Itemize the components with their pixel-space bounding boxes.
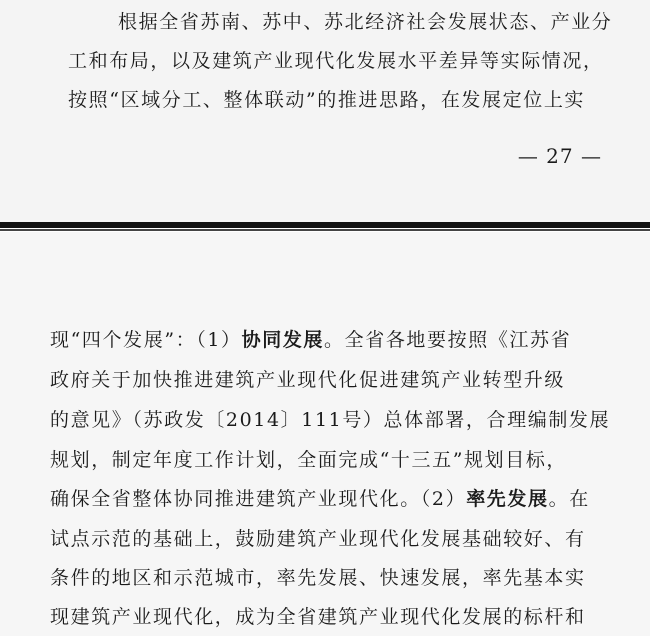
text-run: 确保全省整体协同推进建筑产业现代化。（2） — [50, 488, 467, 510]
page-divider-thin — [0, 229, 650, 231]
paragraph-line: 按照“区域分工、整体联动”的推进思路，在发展定位上实 — [68, 89, 586, 111]
paragraph-line: 现建筑产业现代化，成为全省建筑产业现代化发展的标杆和 — [50, 606, 586, 628]
bold-heading: 率先发展 — [466, 488, 549, 510]
paragraph-line: 条件的地区和示范城市，率先发展、快速发展，率先基本实 — [50, 567, 586, 589]
text-run: 。在 — [548, 488, 590, 510]
paragraph-line: 根据全省苏南、苏中、苏北经济社会发展状态、产业分 — [118, 11, 613, 33]
page-divider — [0, 222, 650, 228]
paragraph-line: 的意见》（苏政发〔2014〕111号）总体部署，合理编制发展 — [50, 409, 611, 431]
paragraph-line: 政府关于加快推进建筑产业现代化促进建筑产业转型升级 — [50, 369, 566, 391]
paragraph-line: 试点示范的基础上，鼓励建筑产业现代化发展基础较好、有 — [50, 528, 586, 550]
text-run: 现“四个发展”：（1） — [50, 329, 242, 351]
paragraph-line — [50, 487, 590, 511]
text-run: 。全省各地要按照《江苏省 — [324, 329, 572, 351]
paragraph-line — [50, 328, 571, 352]
page-number: — 27 — — [517, 144, 602, 168]
paragraph-line: 工和布局，以及建筑产业现代化发展水平差异等实际情况， — [68, 50, 604, 72]
bold-heading: 协同发展 — [241, 329, 325, 351]
paragraph-line: 规划，制定年度工作计划，全面完成“十三五”规划目标， — [50, 449, 568, 471]
